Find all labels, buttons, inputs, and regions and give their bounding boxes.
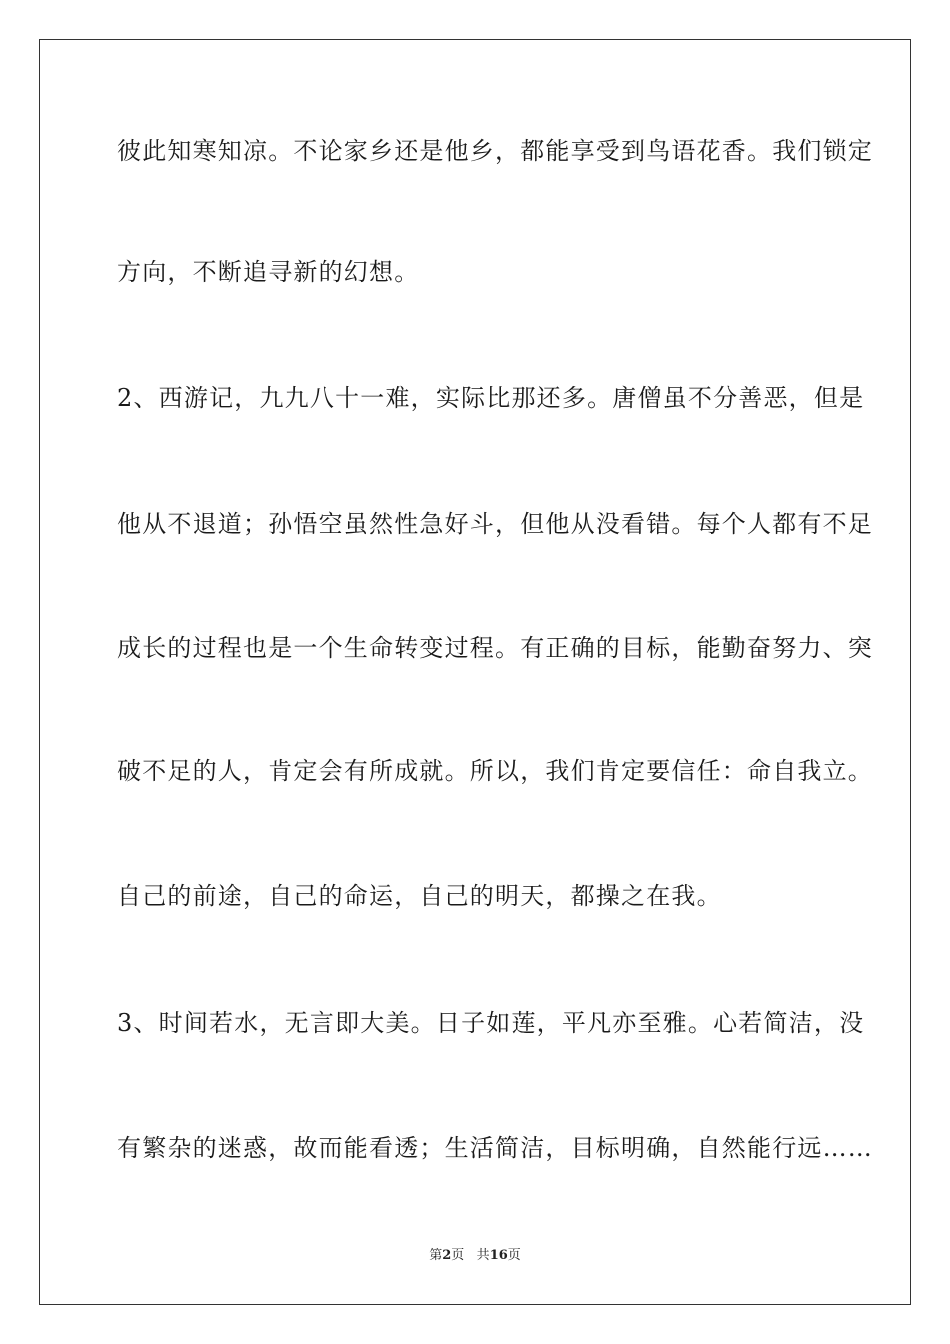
footer-total-prefix: 共 xyxy=(476,1248,490,1263)
total-pages-number: 16 xyxy=(489,1248,508,1263)
footer-page-word: 页 xyxy=(451,1248,465,1263)
text-line: 3、时间若水，无言即大美。日子如莲，平凡亦至雅。心若简洁，没 xyxy=(117,1009,865,1037)
footer-prefix: 第 xyxy=(429,1248,443,1263)
text-line: 他从不退道；孙悟空虽然性急好斗，但他从没看错。每个人都有不足 xyxy=(117,510,873,538)
text-line: 有繁杂的迷惑，故而能看透；生活简洁，目标明确，自然能行远…… xyxy=(117,1134,873,1162)
text-line: 成长的过程也是一个生命转变过程。有正确的目标，能勤奋努力、突 xyxy=(117,634,873,662)
text-line: 自己的前途，自己的命运，自己的明天，都操之在我。 xyxy=(117,882,722,910)
text-line: 破不足的人，肯定会有所成就。所以，我们肯定要信任：命自我立。 xyxy=(117,757,873,785)
text-line: 彼此知寒知凉。不论家乡还是他乡，都能享受到鸟语花香。我们锁定 xyxy=(117,137,873,165)
page-border xyxy=(39,39,911,1305)
footer-total-suffix: 页 xyxy=(507,1248,521,1263)
current-page-number: 2 xyxy=(442,1248,452,1263)
text-line: 2、西游记，九九八十一难，实际比那还多。唐僧虽不分善恶，但是 xyxy=(117,384,865,412)
page-footer xyxy=(0,1247,950,1265)
text-line: 方向，不断追寻新的幻想。 xyxy=(117,258,420,286)
